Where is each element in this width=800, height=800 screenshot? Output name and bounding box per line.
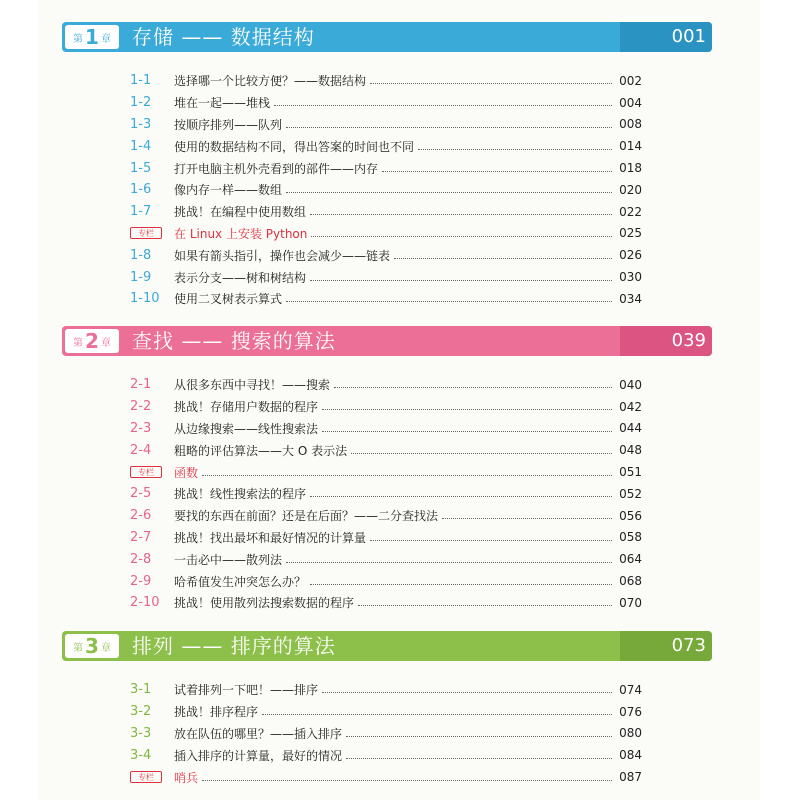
section-number: 3-3 xyxy=(130,725,152,741)
section-number: 1-9 xyxy=(130,269,152,285)
entry-title: 使用二叉树表示算式 xyxy=(174,292,283,307)
entry-page-number: 044 xyxy=(619,421,642,436)
dot-leader xyxy=(286,127,612,128)
chapter-3-banner xyxy=(62,631,712,661)
column-tag: 专栏 xyxy=(130,227,162,239)
entry-page-number: 014 xyxy=(619,139,642,154)
column-entry[interactable] xyxy=(130,461,642,483)
toc-entry[interactable] xyxy=(130,527,642,549)
dot-leader xyxy=(286,301,612,302)
entry-title: 挑战！线性搜索法的程序 xyxy=(174,487,307,502)
column-entry[interactable] xyxy=(130,223,642,245)
entry-page-number: 034 xyxy=(619,291,642,306)
toc-entry[interactable] xyxy=(130,418,642,440)
section-number: 1-7 xyxy=(130,204,152,220)
entry-title: 按顺序排列——队列 xyxy=(174,117,283,132)
dot-leader xyxy=(286,192,612,193)
toc-entry[interactable] xyxy=(130,592,642,614)
toc-entry[interactable] xyxy=(130,723,642,745)
entry-title: 挑战！在编程中使用数组 xyxy=(174,205,307,220)
column-tag: 专栏 xyxy=(130,466,162,478)
entry-title: 打开电脑主机外壳看到的部件——内存 xyxy=(174,161,379,176)
chapter-2-entries xyxy=(130,374,642,614)
entry-page-number: 076 xyxy=(619,704,642,719)
entry-title: 要找的东西在前面？还是在后面？——二分查找法 xyxy=(174,509,439,524)
entry-title: 挑战！排序程序 xyxy=(174,705,259,720)
chapter-3-entries xyxy=(130,679,642,788)
section-number: 3-4 xyxy=(130,747,152,763)
entry-title: 试着排列一下吧！——排序 xyxy=(174,683,319,698)
section-number: 1-2 xyxy=(130,95,152,111)
entry-page-number: 030 xyxy=(619,270,642,285)
entry-page-number: 080 xyxy=(619,726,642,741)
dot-leader xyxy=(346,758,612,759)
toc-entry[interactable] xyxy=(130,374,642,396)
entry-page-number: 087 xyxy=(619,770,642,785)
section-number: 1-5 xyxy=(130,160,152,176)
chapter-title[interactable]: 查找 —— 搜索的算法 xyxy=(132,329,336,353)
entry-title: 使用的数据结构不同，得出答案的时间也不同 xyxy=(174,139,415,154)
chapter-1-banner xyxy=(62,22,712,52)
dot-leader xyxy=(310,214,612,215)
dot-leader xyxy=(370,83,612,84)
entry-page-number: 074 xyxy=(619,682,642,697)
dot-leader xyxy=(262,714,612,715)
entry-title: 挑战！使用散列法搜索数据的程序 xyxy=(174,596,355,611)
entry-title: 堆在一起——堆栈 xyxy=(174,96,271,111)
entry-page-number: 051 xyxy=(619,465,642,480)
chapter-badge-number: 3 xyxy=(85,634,99,658)
entry-page-number: 022 xyxy=(619,204,642,219)
dot-leader xyxy=(358,605,612,606)
dot-leader xyxy=(310,584,612,585)
chapter-badge xyxy=(65,329,119,353)
toc-entry[interactable] xyxy=(130,483,642,505)
entry-page-number: 008 xyxy=(619,117,642,132)
dot-leader xyxy=(334,387,612,388)
chapter-1-entries xyxy=(130,70,642,310)
toc-entry[interactable] xyxy=(130,135,642,157)
section-number: 1-6 xyxy=(130,182,152,198)
dot-leader xyxy=(394,258,612,259)
entry-page-number: 020 xyxy=(619,182,642,197)
chapter-badge-prefix: 第 xyxy=(73,337,84,349)
entry-page-number: 064 xyxy=(619,552,642,567)
chapter-badge-suffix: 章 xyxy=(100,642,111,654)
chapter-badge-prefix: 第 xyxy=(73,642,84,654)
dot-leader xyxy=(311,236,612,237)
toc-entry[interactable] xyxy=(130,92,642,114)
entry-title: 从很多东西中寻找！——搜索 xyxy=(174,378,331,393)
entry-page-number: 048 xyxy=(619,443,642,458)
section-number: 2-9 xyxy=(130,573,152,589)
section-number: 3-1 xyxy=(130,682,152,698)
toc-entry[interactable] xyxy=(130,679,642,701)
toc-entry[interactable] xyxy=(130,114,642,136)
entry-title: 放在队伍的哪里？——插入排序 xyxy=(174,726,343,741)
entry-title: 如果有箭头指引，操作也会减少——链表 xyxy=(174,248,391,263)
toc-entry[interactable] xyxy=(130,288,642,310)
entry-page-number: 056 xyxy=(619,508,642,523)
section-number: 2-6 xyxy=(130,508,152,524)
toc-entry[interactable] xyxy=(130,201,642,223)
chapter-badge xyxy=(65,25,119,49)
chapter-badge xyxy=(65,634,119,658)
entry-title: 函数 xyxy=(174,465,199,480)
entry-title: 挑战！找出最坏和最好情况的计算量 xyxy=(174,530,367,545)
toc-entry[interactable] xyxy=(130,570,642,592)
section-number: 2-5 xyxy=(130,486,152,502)
toc-entry[interactable] xyxy=(130,179,642,201)
dot-leader xyxy=(322,409,612,410)
dot-leader xyxy=(310,280,612,281)
entry-title: 在 Linux 上安装 Python xyxy=(174,226,308,241)
chapter-badge-prefix: 第 xyxy=(73,33,84,45)
dot-leader xyxy=(382,171,612,172)
entry-page-number: 018 xyxy=(619,161,642,176)
entry-page-number: 026 xyxy=(619,248,642,263)
entry-page-number: 068 xyxy=(619,574,642,589)
entry-title: 挑战！存储用户数据的程序 xyxy=(174,400,319,415)
entry-title: 插入排序的计算量，最好的情况 xyxy=(174,748,343,763)
column-tag: 专栏 xyxy=(130,771,162,783)
entry-page-number: 058 xyxy=(619,530,642,545)
chapter-title[interactable]: 排列 —— 排序的算法 xyxy=(132,634,336,658)
section-number: 1-4 xyxy=(130,138,152,154)
chapter-badge-number: 2 xyxy=(85,329,99,353)
entry-title: 从边缘搜索——线性搜索法 xyxy=(174,421,319,436)
chapter-badge-suffix: 章 xyxy=(100,337,111,349)
dot-leader xyxy=(286,562,612,563)
chapter-badge-suffix: 章 xyxy=(100,33,111,45)
section-number: 2-3 xyxy=(130,420,152,436)
section-number: 2-4 xyxy=(130,442,152,458)
entry-page-number: 052 xyxy=(619,486,642,501)
dot-leader xyxy=(274,105,612,106)
entry-page-number: 084 xyxy=(619,748,642,763)
chapter-page-number: 001 xyxy=(671,26,706,47)
entry-page-number: 004 xyxy=(619,95,642,110)
section-number: 3-2 xyxy=(130,704,152,720)
chapter-2-banner xyxy=(62,326,712,356)
toc-entry[interactable] xyxy=(130,548,642,570)
dot-leader xyxy=(370,540,612,541)
section-number: 1-8 xyxy=(130,247,152,263)
dot-leader xyxy=(346,736,612,737)
toc-entry[interactable] xyxy=(130,744,642,766)
entry-title: 一击必中——散列法 xyxy=(174,552,283,567)
section-number: 2-8 xyxy=(130,551,152,567)
chapter-badge-number: 1 xyxy=(85,25,99,49)
dot-leader xyxy=(351,453,612,454)
section-number: 2-7 xyxy=(130,529,152,545)
entry-title: 表示分支——树和树结构 xyxy=(174,270,307,285)
column-entry[interactable] xyxy=(130,766,642,788)
section-number: 1-3 xyxy=(130,116,152,132)
dot-leader xyxy=(202,475,612,476)
chapter-page-number: 073 xyxy=(671,635,706,656)
chapter-page-number: 039 xyxy=(671,330,706,351)
toc-entry[interactable] xyxy=(130,701,642,723)
section-number: 1-10 xyxy=(130,291,160,307)
dot-leader xyxy=(322,692,612,693)
toc-entry[interactable] xyxy=(130,396,642,418)
dot-leader xyxy=(202,780,612,781)
section-number: 1-1 xyxy=(130,73,152,89)
dot-leader xyxy=(418,149,612,150)
toc-entry[interactable] xyxy=(130,505,642,527)
entry-page-number: 002 xyxy=(619,73,642,88)
entry-title: 哈希值发生冲突怎么办？ xyxy=(174,574,307,589)
entry-title: 哨兵 xyxy=(174,770,199,785)
entry-title: 粗略的评估算法——大 O 表示法 xyxy=(174,443,348,458)
entry-page-number: 040 xyxy=(619,377,642,392)
toc-entry[interactable] xyxy=(130,70,642,92)
dot-leader xyxy=(442,518,612,519)
toc-entry[interactable] xyxy=(130,244,642,266)
entry-title: 选择哪一个比较方便？——数据结构 xyxy=(174,74,367,89)
toc-entry[interactable] xyxy=(130,439,642,461)
section-number: 2-2 xyxy=(130,399,152,415)
section-number: 2-10 xyxy=(130,595,160,611)
entry-title: 像内存一样——数组 xyxy=(174,183,283,198)
toc-entry[interactable] xyxy=(130,157,642,179)
toc-entry[interactable] xyxy=(130,266,642,288)
entry-page-number: 042 xyxy=(619,399,642,414)
chapter-title[interactable]: 存储 —— 数据结构 xyxy=(132,25,315,49)
dot-leader xyxy=(322,431,612,432)
entry-page-number: 025 xyxy=(619,226,642,241)
entry-page-number: 070 xyxy=(619,595,642,610)
dot-leader xyxy=(310,496,612,497)
section-number: 2-1 xyxy=(130,377,152,393)
